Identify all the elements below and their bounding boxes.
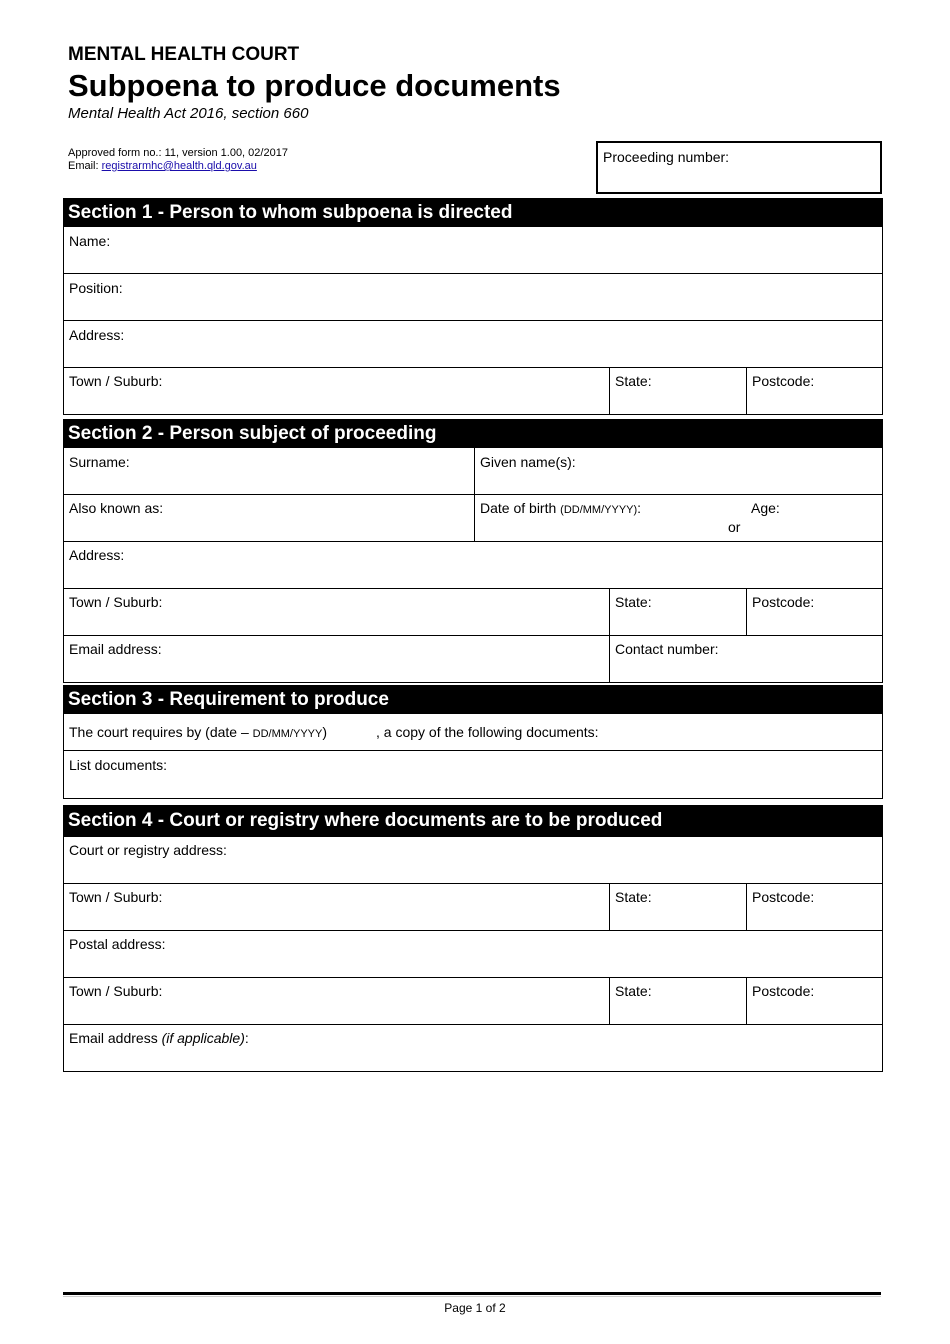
s4-town-label-2: Town / Suburb: (69, 983, 163, 999)
s4-state-field-2[interactable] (609, 978, 746, 1024)
s4-postcode-label-1: Postcode: (752, 889, 815, 905)
s2-email-label: Email address: (69, 641, 162, 657)
s1-town-label: Town / Suburb: (69, 373, 163, 389)
s2-name-row (63, 448, 883, 495)
s2-dob-age-field[interactable] (474, 495, 882, 541)
s4-town-row-1 (63, 884, 883, 931)
s4-postal-address-field[interactable] (64, 931, 882, 977)
act-reference: Mental Health Act 2016, section 660 (68, 105, 309, 122)
s4-postcode-label-2: Postcode: (752, 983, 815, 999)
s4-court-address-label: Court or registry address: (69, 842, 227, 858)
s4-court-address-field[interactable] (64, 837, 882, 883)
page-number: Page 1 of 2 (444, 1301, 506, 1315)
s4-email-row (63, 1025, 883, 1072)
email-line (68, 160, 288, 173)
s1-town-field[interactable] (64, 368, 609, 414)
s2-postcode-field[interactable] (746, 589, 882, 635)
s3-requirement-field[interactable] (64, 714, 882, 750)
s1-postcode-field[interactable] (746, 368, 882, 414)
footer-rule (63, 1292, 881, 1295)
form-info: Approved form no.: 11, version 1.00, 02/2017 (68, 147, 288, 159)
s3-requirement-row (63, 714, 883, 751)
s2-email-field[interactable] (64, 636, 609, 682)
s1-position-row (63, 274, 883, 321)
section-2-heading: Section 2 - Person subject of proceeding (63, 419, 883, 448)
s2-address-field[interactable] (64, 542, 882, 588)
s4-postal-row (63, 931, 883, 978)
s3-list-documents-label: List documents: (69, 757, 168, 773)
section-3 (63, 685, 883, 799)
s1-name-row (63, 227, 883, 274)
section-1-heading: Section 1 - Person to whom subpoena is directed (63, 198, 883, 227)
s2-aka-row (63, 495, 883, 542)
s2-state-label: State: (615, 594, 652, 610)
section-4 (63, 805, 883, 1072)
s2-postcode-label: Postcode: (752, 594, 815, 610)
section-3-heading: Section 3 - Requirement to produce (63, 685, 883, 714)
s1-position-field[interactable] (64, 274, 882, 320)
s2-town-label: Town / Suburb: (69, 594, 163, 610)
s1-address-row (63, 321, 883, 368)
s1-name-label: Name: (69, 233, 111, 249)
s4-email-field[interactable] (64, 1025, 882, 1071)
s2-contact-number-field[interactable] (609, 636, 882, 682)
s3-requirement-prefix: The court requires by (date – DD/MM/YYYY) (69, 724, 328, 740)
registry-email-link[interactable]: registrarmhc@health.qld.gov.au (101, 160, 257, 172)
section-4-heading: Section 4 - Court or registry where documents are to be produced (63, 805, 883, 837)
s2-town-field[interactable] (64, 589, 609, 635)
s4-state-label-1: State: (615, 889, 652, 905)
s4-postcode-field-1[interactable] (746, 884, 882, 930)
s2-address-label: Address: (69, 547, 125, 563)
s1-name-field[interactable] (64, 227, 882, 273)
section-1 (63, 198, 883, 415)
email-label: Email: (68, 160, 102, 172)
s4-postal-address-label: Postal address: (69, 936, 166, 952)
proceeding-number-field[interactable] (596, 141, 882, 194)
s2-surname-label: Surname: (69, 454, 130, 470)
s1-town-row (63, 368, 883, 415)
s3-list-row (63, 751, 883, 799)
s3-list-documents-field[interactable] (64, 751, 882, 798)
s4-postcode-field-2[interactable] (746, 978, 882, 1024)
proceeding-number-label: Proceeding number: (603, 149, 730, 165)
s2-contact-number-label: Contact number: (615, 641, 719, 657)
s2-age-label: Age: (751, 500, 780, 516)
s2-given-names-label: Given name(s): (480, 454, 576, 470)
s2-state-field[interactable] (609, 589, 746, 635)
form-meta (68, 147, 288, 173)
s2-town-row (63, 589, 883, 636)
s4-state-field-1[interactable] (609, 884, 746, 930)
s4-email-label: Email address (if applicable): (69, 1030, 249, 1046)
s2-contact-row (63, 636, 883, 683)
s3-requirement-suffix: , a copy of the following documents: (376, 724, 599, 740)
s4-town-label-1: Town / Suburb: (69, 889, 163, 905)
s1-state-label: State: (615, 373, 652, 389)
s1-state-field[interactable] (609, 368, 746, 414)
s2-aka-field[interactable] (64, 495, 474, 541)
s2-surname-field[interactable] (64, 448, 474, 494)
s1-position-label: Position: (69, 280, 123, 296)
s2-address-row (63, 542, 883, 589)
s2-or-label: or (728, 519, 741, 535)
s4-court-address-row (63, 837, 883, 884)
s4-town-row-2 (63, 978, 883, 1025)
s1-postcode-label: Postcode: (752, 373, 815, 389)
s2-aka-label: Also known as: (69, 500, 164, 516)
s1-address-label: Address: (69, 327, 125, 343)
footer-rule-shadow (63, 1296, 881, 1297)
court-name: MENTAL HEALTH COURT (68, 44, 300, 65)
page-title: Subpoena to produce documents (68, 68, 561, 103)
s1-address-field[interactable] (64, 321, 882, 367)
section-2 (63, 419, 883, 683)
s4-town-field-2[interactable] (64, 978, 609, 1024)
s4-state-label-2: State: (615, 983, 652, 999)
s4-town-field-1[interactable] (64, 884, 609, 930)
s2-dob-label: Date of birth (DD/MM/YYYY): (480, 500, 642, 516)
s2-given-names-field[interactable] (474, 448, 882, 494)
